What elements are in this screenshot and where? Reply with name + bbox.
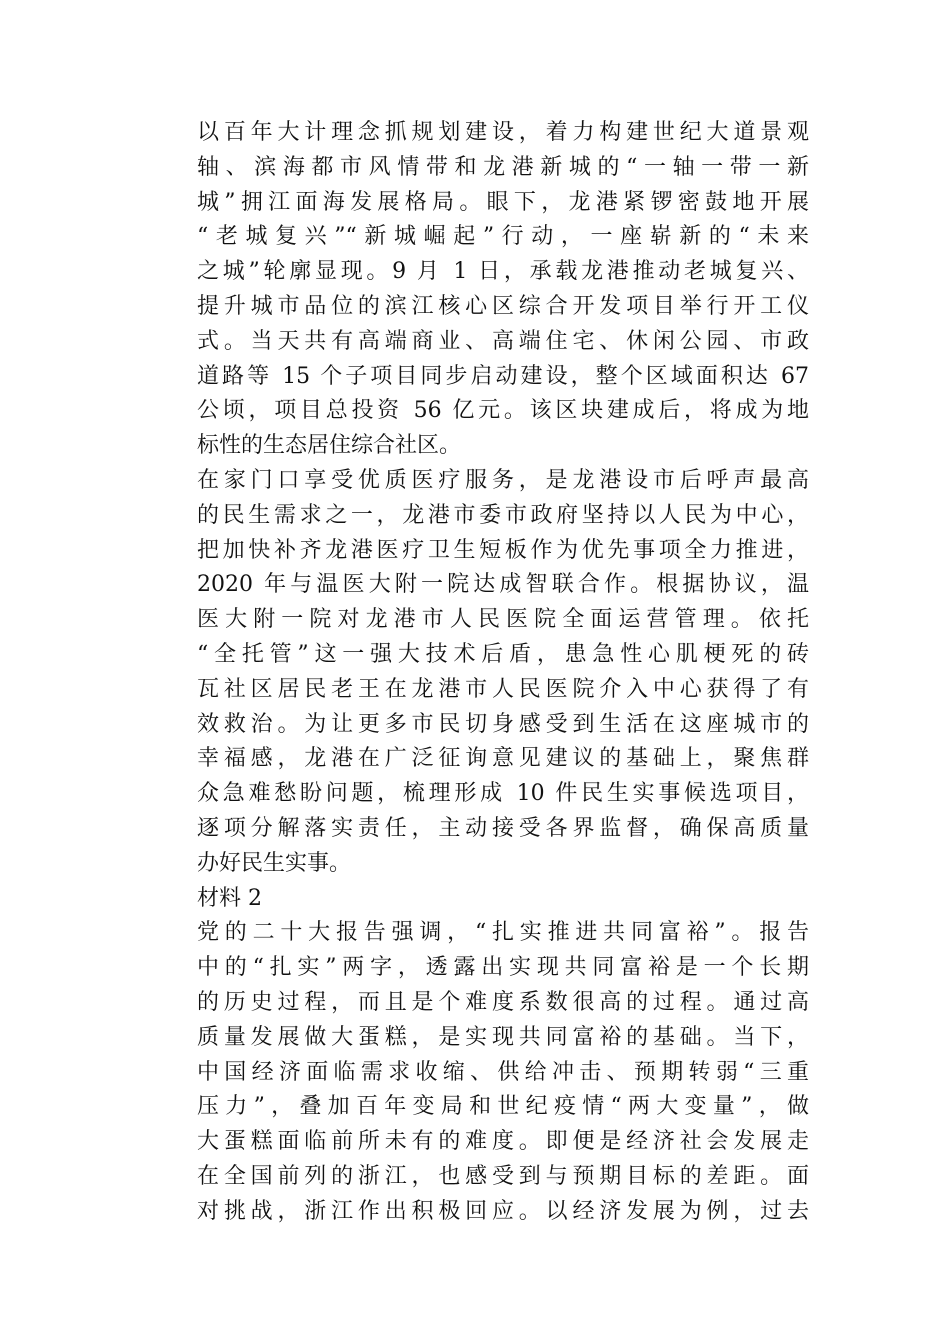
- text-line: 大蛋糕面临前所未有的难度。即便是经济社会发展走: [197, 1129, 809, 1155]
- text-line: 式。当天共有高端商业、高端住宅、休闲公园、市政: [197, 328, 809, 354]
- text-line: “全托管”这一强大技术后盾，患急性心肌梗死的砖: [197, 641, 809, 667]
- text-line: 中的“扎实”两字，透露出实现共同富裕是一个长期: [197, 955, 809, 981]
- text-line: 城”拥江面海发展格局。眼下，龙港紧锣密鼓地开展: [197, 189, 809, 215]
- text-line: 瓦社区居民老王在龙港市人民医院介入中心获得了有: [197, 676, 809, 702]
- text-line: 对挑战，浙江作出积极回应。以经济发展为例，过去: [197, 1198, 809, 1224]
- text-line: 在家门口享受优质医疗服务，是龙港设市后呼声最高: [197, 467, 809, 493]
- text-line: 之城”轮廓显现。9 月 1 日，承载龙港推动老城复兴、: [197, 259, 809, 285]
- text-line: 提升城市品位的滨江核心区综合开发项目举行开工仪: [197, 293, 809, 319]
- text-line: 幸福感，龙港在广泛征询意见建议的基础上，聚焦群: [197, 746, 809, 772]
- text-line: 的民生需求之一，龙港市委市政府坚持以人民为中心，: [197, 502, 809, 528]
- paragraph-end-line: 标性的生态居住综合社区。: [197, 433, 462, 459]
- text-line: 在全国前列的浙江，也感受到与预期目标的差距。面: [197, 1163, 809, 1189]
- text-line: 逐项分解落实责任，主动接受各界监督，确保高质量: [197, 815, 809, 841]
- text-line: 效救治。为让更多市民切身感受到生活在这座城市的: [197, 711, 809, 737]
- text-line: 轴、滨海都市风情带和龙港新城的“一轴一带一新: [197, 154, 809, 180]
- text-line: 以百年大计理念抓规划建设，着力构建世纪大道景观: [197, 120, 809, 145]
- text-line: 公顷，项目总投资 56 亿元。该区块建成后，将成为地: [197, 398, 809, 424]
- text-line: 医大附一院对龙港市人民医院全面运营管理。依托: [197, 607, 809, 633]
- text-line: 质量发展做大蛋糕，是实现共同富裕的基础。当下，: [197, 1024, 809, 1050]
- document-body: [197, 116, 809, 1230]
- text-line: 2020 年与温医大附一院达成智联合作。根据协议，温: [197, 572, 809, 598]
- text-line: 中国经济面临需求收缩、供给冲击、预期转弱“三重: [197, 1059, 809, 1085]
- text-line: 的历史过程，而且是个难度系数很高的过程。通过高: [197, 989, 809, 1015]
- text-line: 道路等 15 个子项目同步启动建设，整个区域面积达 67: [197, 363, 809, 389]
- text-line: 党的二十大报告强调，“扎实推进共同富裕”。报告: [197, 920, 809, 946]
- paragraph-end-line: 办好民生实事。: [197, 850, 352, 876]
- text-line: 压力”，叠加百年变局和世纪疫情“两大变量”，做: [197, 1094, 809, 1120]
- text-line: “老城复兴”“新城崛起”行动，一座崭新的“未来: [197, 224, 809, 250]
- text-line: 把加快补齐龙港医疗卫生短板作为优先事项全力推进，: [197, 537, 809, 563]
- section-heading: 材料 2: [197, 885, 262, 911]
- text-line: 众急难愁盼问题，梳理形成 10 件民生实事候选项目，: [197, 781, 809, 807]
